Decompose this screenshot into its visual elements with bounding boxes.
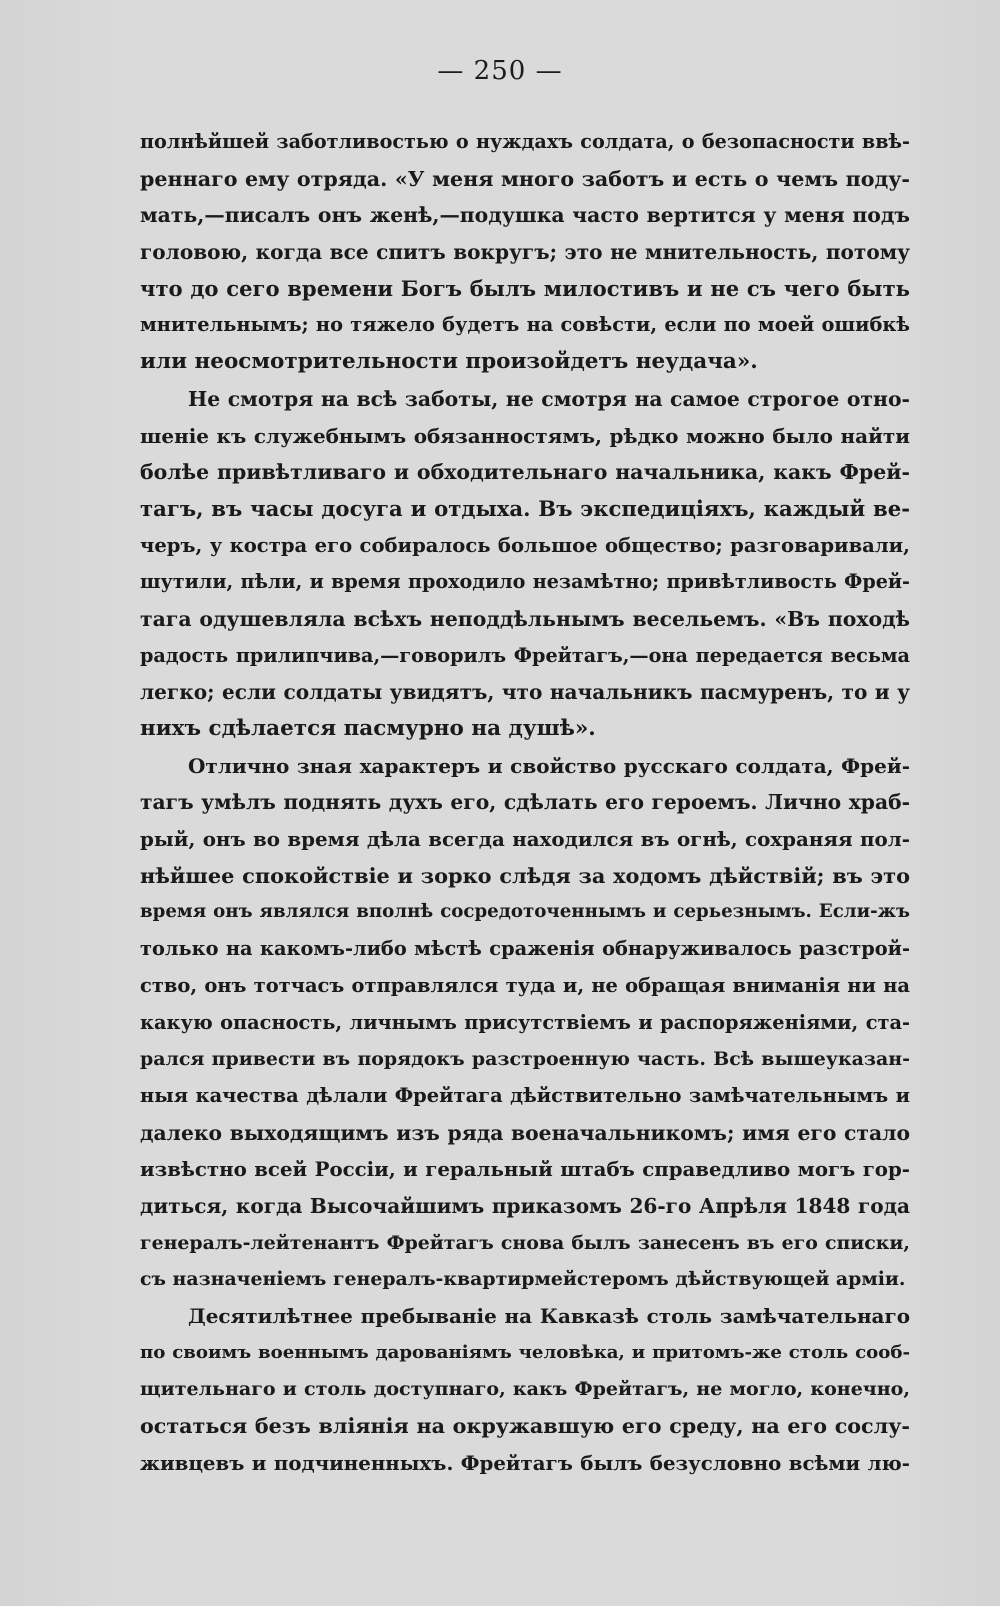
text-line: легко; если солдаты увидятъ, что начальникъ пасмуренъ, то и у [140,680,910,705]
text-line: остаться безъ вліянія на окружавшую его среду, на его сослу- [140,1414,910,1439]
text-line: тага одушевляла всѣхъ неподдѣльнымъ весельемъ. «Въ походѣ [140,606,910,631]
text-line: время онъ являлся вполнѣ сосредоточеннымъ и серьезнымъ. Если-жъ [140,901,910,923]
text-body [140,124,910,1481]
text-line: Десятилѣтнее пребываніе на Кавказѣ столь замѣчательнаго [188,1304,910,1328]
text-line: черъ, у костра его собиралось большое общество; разговаривали, [140,533,910,557]
text-line: нѣйшее спокойствіе и зорко слѣдя за ходомъ дѣйствій; въ это [140,862,910,888]
text-line: мать,—писалъ онъ женѣ,—подушка часто вертится у меня подъ [140,203,910,228]
paragraph-3 [140,748,910,1298]
text-line: далеко выходящимъ изъ ряда военачальникомъ; имя его стало [140,1120,910,1145]
text-line: живцевъ и подчиненныхъ. Фрейтагъ былъ безусловно всѣми лю- [140,1450,910,1475]
text-line: какую опасность, личнымъ присутствіемъ и распоряженіями, ста- [140,1010,910,1034]
text-line: болѣе привѣтливаго и обходительнаго начальника, какъ Фрей- [140,460,910,485]
text-line: генералъ-лейтенантъ Фрейтагъ снова былъ занесенъ въ его списки, [140,1231,910,1254]
text-line: рый, онъ во время дѣла всегда находился въ огнѣ, сохраняя пол- [140,827,910,852]
paragraph-2 [140,381,910,748]
text-line: ство, онъ тотчасъ отправлялся туда и, не обращая вниманія ни на [140,973,910,997]
text-line: головою, когда все спитъ вокругъ; это не мнительность, потому [140,240,910,265]
text-line: рался привести въ порядокъ разстроенную часть. Всѣ вышеуказан- [140,1048,910,1071]
text-line: тагъ умѣлъ поднять духъ его, сдѣлать его героемъ. Лично храб- [140,790,910,815]
text-line: радость прилипчива,—говорилъ Фрейтагъ,—она передается весьма [140,643,910,667]
text-line: по своимъ военнымъ дарованіямъ человѣка, и притомъ-же столь сооб- [140,1341,910,1363]
text-line: шеніе къ служебнымъ обязанностямъ, рѣдко можно было найти [140,423,910,448]
text-line: Не смотря на всѣ заботы, не смотря на самое строгое отно- [188,386,910,411]
text-line: реннаго ему отряда. «У меня много заботъ и есть о чемъ поду- [140,166,910,191]
paragraph-4 [140,1298,910,1481]
text-line: только на какомъ-либо мѣстѣ сраженія обнаруживалось разстрой- [140,937,910,961]
text-line: диться, когда Высочайшимъ приказомъ 26-го Апрѣля 1848 года [140,1193,910,1218]
text-line: полнѣйшей заботливостью о нуждахъ солдата, о безопасности ввѣ- [140,130,910,153]
text-line: тагъ, въ часы досуга и отдыха. Въ экспедиціяхъ, каждый ве- [140,495,910,521]
text-line: что до сего времени Богъ былъ милостивъ и не съ чего быть [140,275,910,301]
text-line: съ назначеніемъ генералъ-квартирмейстеромъ дѣйствующей арміи. [140,1268,906,1291]
text-line: нихъ сдѣлается пасмурно на душѣ». [140,716,596,741]
text-line: ныя качества дѣлали Фрейтага дѣйствительно замѣчательнымъ и [140,1083,910,1107]
text-line: или неосмотрительности произойдетъ неудача». [140,349,758,375]
text-line: шутили, пѣли, и время проходило незамѣтно; привѣтливость Фрей- [140,570,910,594]
paragraph-1 [140,124,910,381]
page-number: — 250 — [437,56,563,86]
text-line: Отлично зная характеръ и свойство русскаго солдата, Фрей- [188,753,910,778]
text-line: извѣстно всей Россіи, и геральный штабъ справедливо могъ гор- [140,1157,910,1182]
text-line: мнительнымъ; но тяжело будетъ на совѣсти, если по моей ошибкѣ [140,313,910,337]
text-line: щительнаго и столь доступнаго, какъ Фрейтагъ, не могло, конечно, [140,1378,910,1401]
